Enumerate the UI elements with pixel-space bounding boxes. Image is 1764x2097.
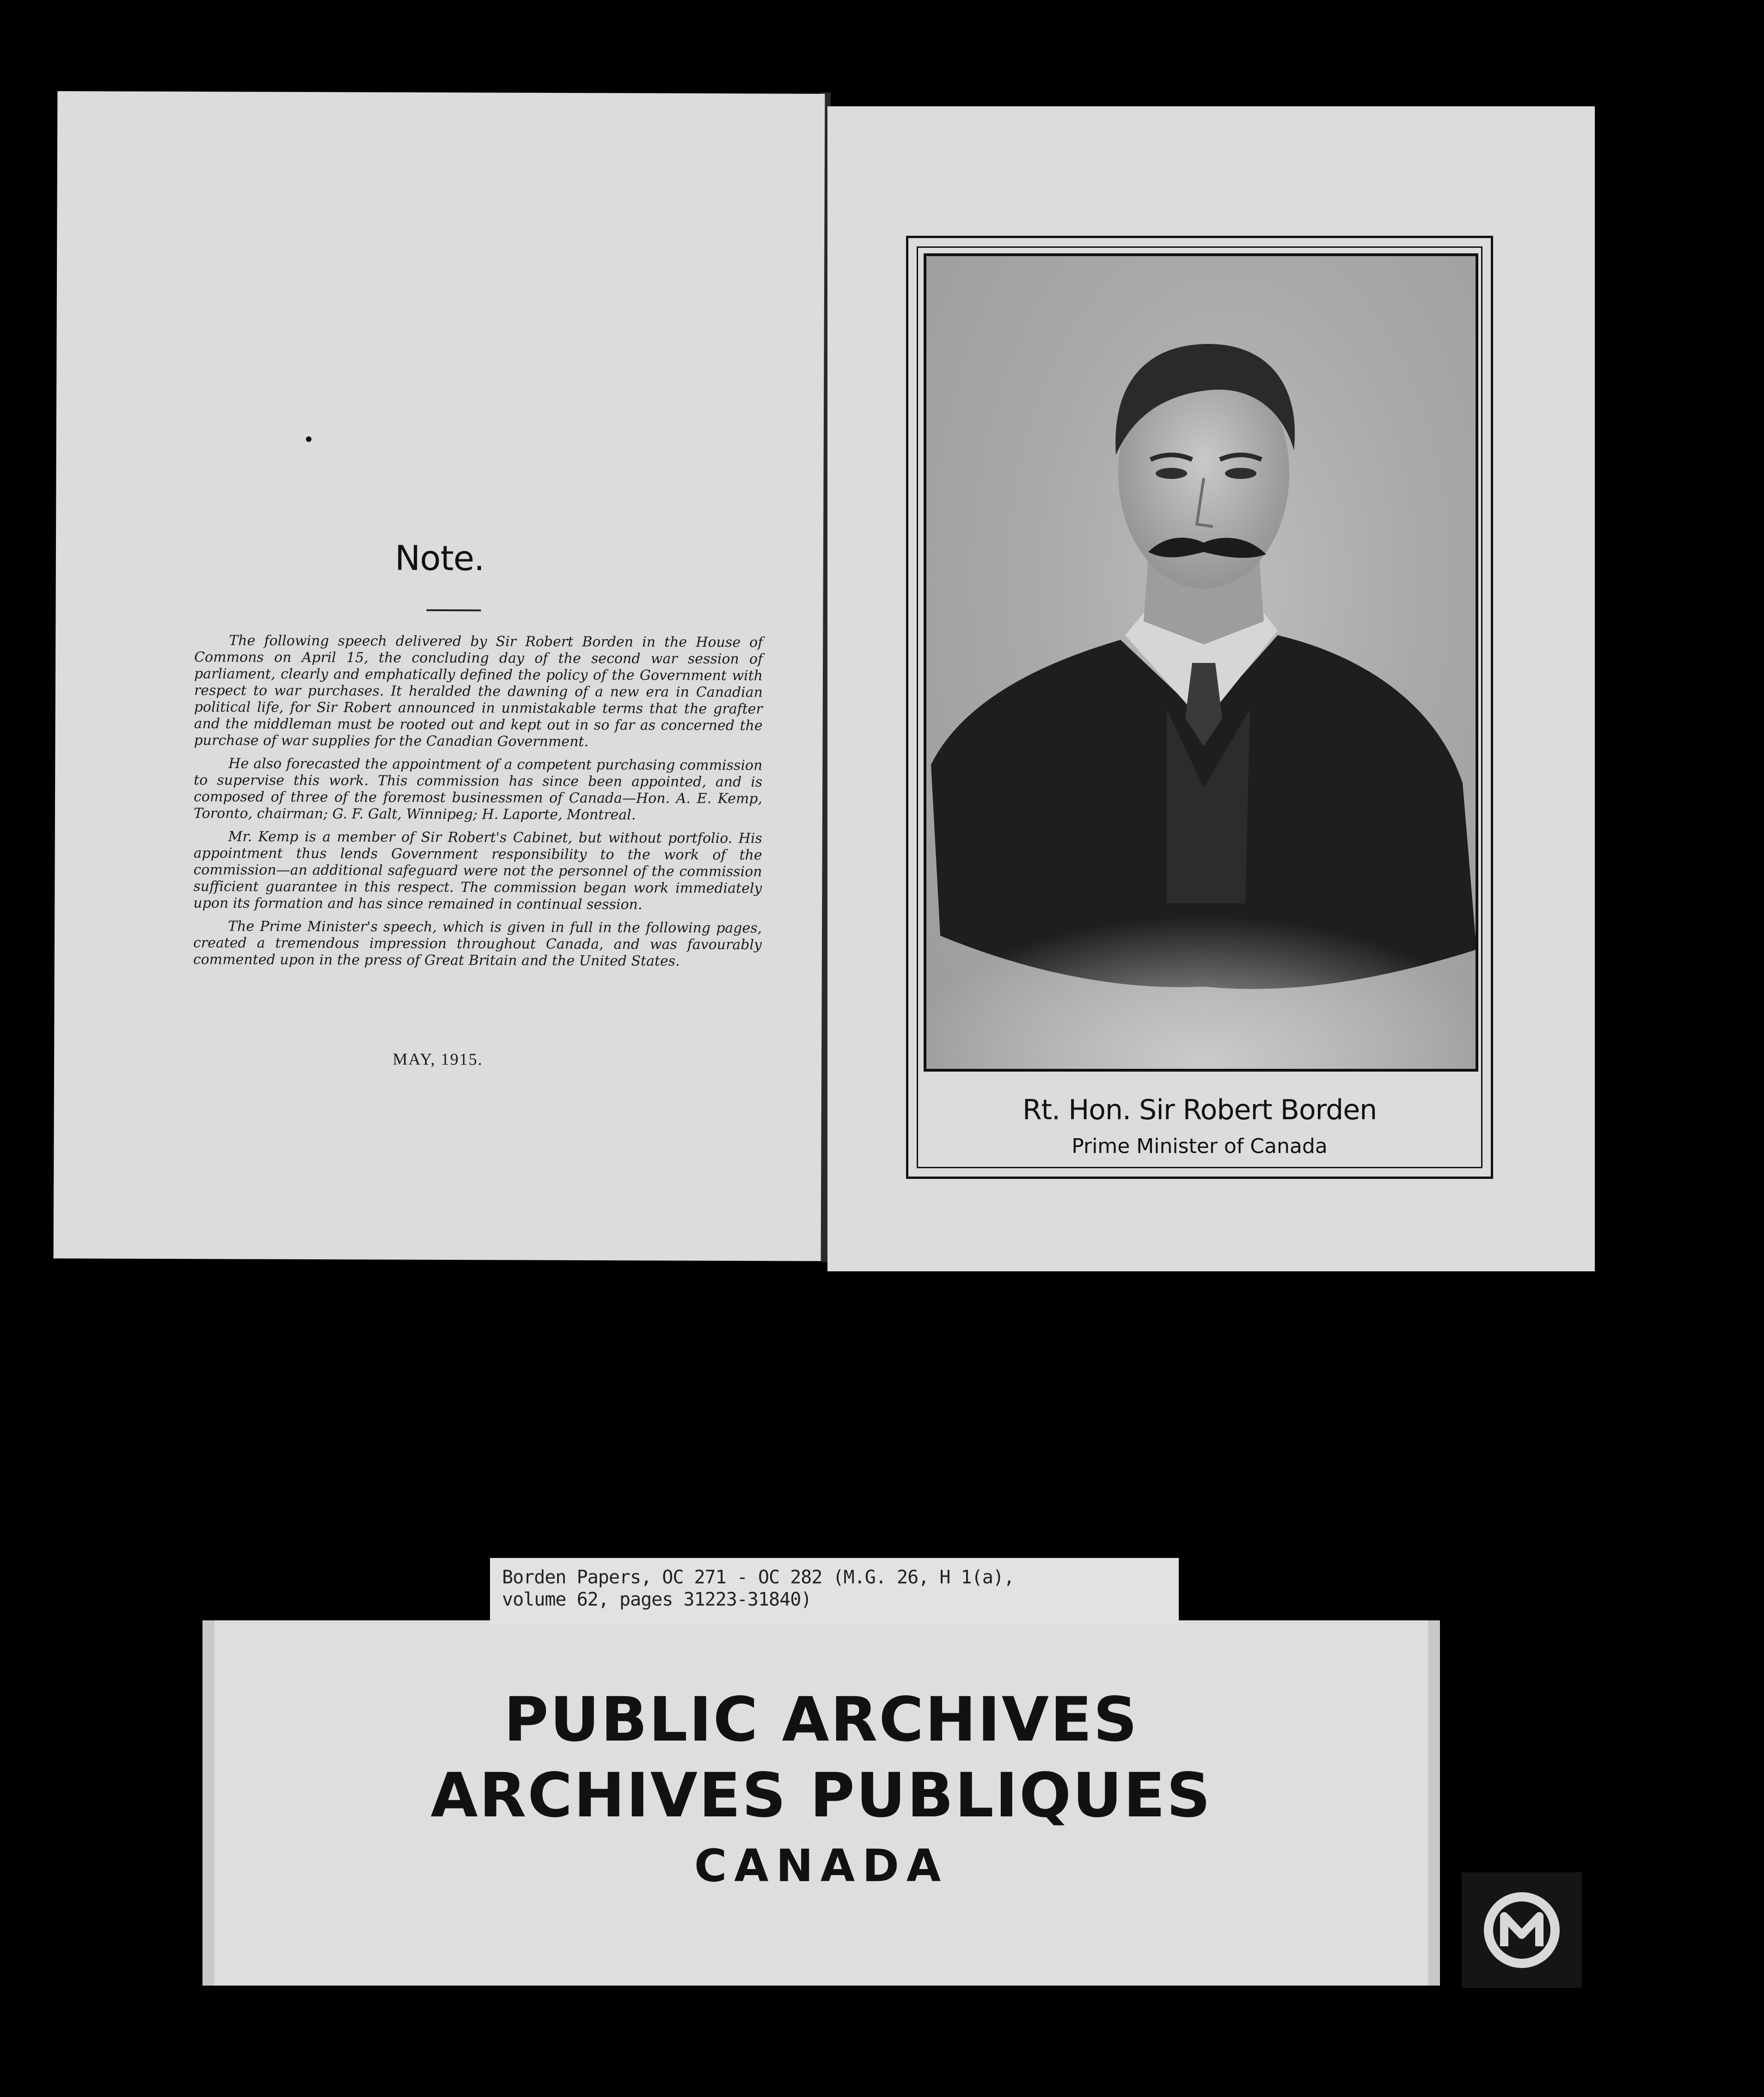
- note-body: [193, 632, 763, 976]
- archive-line-french: ARCHIVES PUBLIQUES: [430, 1760, 1212, 1831]
- reference-line: volume 62, pages 31223-31840): [502, 1589, 812, 1610]
- archives-logo-icon: [1462, 1872, 1582, 1988]
- note-paragraph: The Prime Minister's speech, which is given in full in the following pages, created a tremendous impression throughout Canada, and was favourably commented upon in the press of Great Britain and the United States.: [193, 918, 762, 969]
- note-date: MAY, 1915.: [392, 1049, 483, 1069]
- right-page: [827, 106, 1595, 1271]
- note-paragraph: He also forecasted the appointment of a competent purchasing commission to supervise this work. This commission has since been appointed, and is composed of three of the foremost businessmen of Canada—Hon. A. E. Kemp, Toronto, chairman; G. F. Galt, Winnipeg; H. Laporte, Montreal.: [193, 755, 763, 823]
- reference-line: Borden Papers, OC 271 - OC 282 (M.G. 26, H 1(a),: [502, 1567, 1014, 1588]
- left-page: [54, 91, 825, 1261]
- heading-rule: [426, 609, 481, 611]
- archive-card: [202, 1620, 1440, 1986]
- archive-line-english: PUBLIC ARCHIVES: [503, 1684, 1139, 1755]
- portrait-illustration: [926, 256, 1478, 1072]
- note-paragraph: Mr. Kemp is a member of Sir Robert's Cabinet, but without portfolio. His appointment thus lends Government responsibility to the work of the commission—an additional safeguard were not the personnel of the commission sufficient guarantee in this respect. The commission began work immediately upon its formation and has since remained in continual session.: [193, 828, 762, 913]
- note-paragraph: The following speech delivered by Sir Robert Borden in the House of Commons on April 15, the concluding day of the second war session of parliament, clearly and emphatically defined the policy of the Government with respect to war purchases. It heralded the dawning of a new era in Canadian political life, for Sir Robert announced in unmistakable terms that the grafter and the middleman must be rooted out and kept out in so far as concerned the purchase of war supplies for the Canadian Government.: [194, 632, 763, 750]
- portrait-caption-name: Rt. Hon. Sir Robert Borden: [1022, 1094, 1377, 1126]
- microfilm-logo: [1462, 1872, 1582, 1988]
- portrait-caption-title: Prime Minister of Canada: [1072, 1134, 1328, 1158]
- reference-label: [490, 1558, 1179, 1625]
- note-heading: Note.: [394, 538, 484, 579]
- print-speck: [306, 436, 312, 442]
- portrait-frame-inner: [917, 246, 1482, 1168]
- portrait-frame: [906, 236, 1493, 1179]
- archive-line-country: CANADA: [694, 1840, 949, 1892]
- portrait-photo: [924, 253, 1478, 1072]
